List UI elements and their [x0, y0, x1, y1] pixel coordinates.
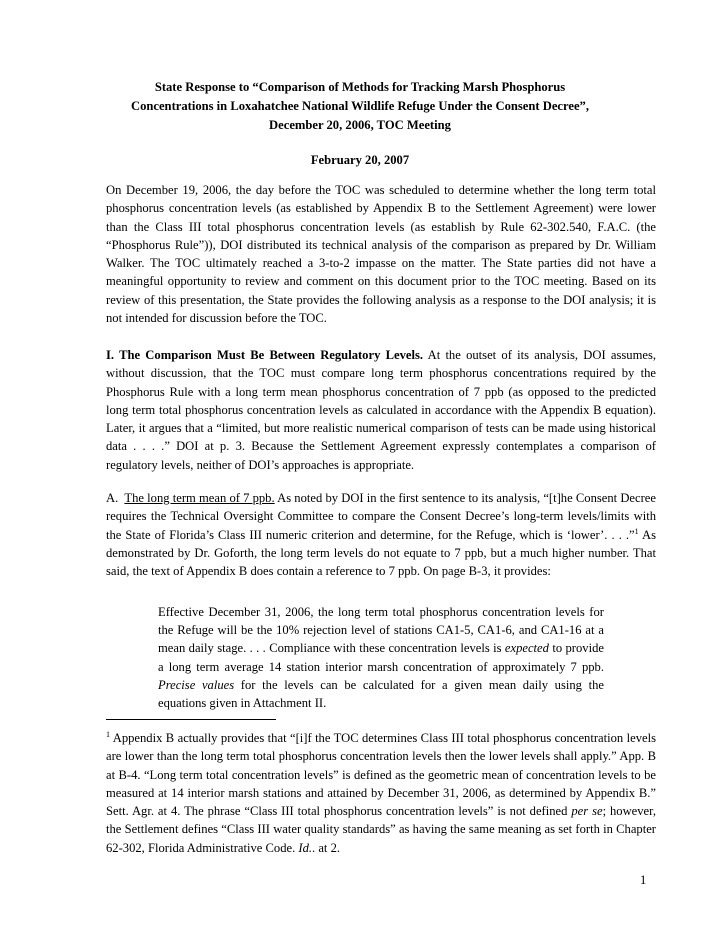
title-line-1: State Response to “Comparison of Methods for Tracking Marsh Phosphorus	[154, 80, 566, 94]
document-title	[90, 78, 630, 135]
section-one-paragraph	[106, 346, 656, 474]
quote-text-3: for the levels can be calculated for a given mean daily using the equations given in Attachment II.	[158, 677, 604, 711]
title-line-2: Concentrations in Loxahatchee National Wildlife Refuge Under the Consent Decree”,	[130, 99, 589, 113]
subsection-a-paragraph	[106, 489, 656, 580]
quote-emphasis-1: expected	[504, 641, 549, 656]
section-one-heading: I. The Comparison Must Be Between Regulatory Levels.	[106, 348, 424, 362]
intro-paragraph: On December 19, 2006, the day before the TOC was scheduled to determine whether the long term total phosphorus concentration levels (as established by Appendix B to the Settlement Agreement) were lower than the Class III total phosphorus concentration levels (as establish by Rule 62-302.540, F.A.C. (the “Phosphorus Rule”)), DOI distributed its technical analysis of the comparison as prepared by Dr. William Walker. The TOC ultimately reached a 3-to-2 impasse on the matter. The State parties did not have a meaningful opportunity to review and comment on this document prior to the TOC meeting. Based on its review of this presentation, the State provides the following analysis as a response to the DOI analysis; it is not intended for discussion before the TOC.	[106, 183, 656, 326]
title-line-3: December 20, 2006, TOC Meeting	[269, 118, 451, 132]
quote-text-2: to provide a long term average 14 station interior marsh concentration of approximately 7 ppb.	[158, 641, 604, 674]
footnote-reference[interactable]: 1	[634, 526, 639, 536]
subsection-a-body-1: As noted by DOI in the first sentence to its analysis, “[t]he Consent Decree requires the Technical Oversight Committee to compare the Consent Decree’s long-term levels/limits with the State of Florida’s Class III numeric criterion and determine, for the Refuge, which is ‘lower’. . . .”	[106, 491, 656, 542]
quote-emphasis-2: Precise values	[158, 677, 235, 692]
footnote-id-citation: Id.	[298, 840, 313, 855]
page-number: 1	[640, 873, 647, 887]
block-quote	[158, 603, 604, 712]
footnote-emphasis: per se	[571, 804, 603, 819]
footnote	[106, 729, 656, 857]
footnote-text-2: ; however, the Settlement defines “Class III water quality standards” as having the same meaning as set forth in Chapter 62-302, Florida Administrative Code.	[106, 804, 656, 855]
subsection-a-label: A.	[106, 491, 119, 505]
subsection-a-body-2: As demonstrated by Dr. Goforth, the long term levels do not equate to 7 ppb, but a much higher number. That said, the text of Appendix B does contain a reference to 7 ppb. On page B-3, it provides:	[106, 527, 656, 579]
footnote-text-3: . at 2.	[312, 840, 341, 855]
footnote-text-1: Appendix B actually provides that “[i]f the TOC determines Class III total phosphorus concentration levels are lower than the long term total phosphorus concentration levels then the lower levels shall apply.” App. B at B-4. “Long term total concentration levels” is defined as the geometric mean of concentration levels to be measured at 14 interior marsh stations and attained by December 31, 2006, as determined by Appendix B.” Sett. Agr. at 4. The phrase “Class III total phosphorus concentration levels” is not defined	[106, 731, 656, 819]
footnote-number: 1	[106, 729, 110, 739]
section-one-body: At the outset of its analysis, DOI assumes, without discussion, that the TOC must compare long term phosphorus concentrations required by the Phosphorus Rule with a long term mean phosphorus concentration of 7 ppb (as opposed to the predicted long term total phosphorus concentration levels as calculated in accordance with the Appendix B equation). Later, it argues that a “limited, but more realistic numerical comparison of tests can be made using historical data . . . .” DOI at p. 3. Because the Settlement Agreement expressly contemplates a comparison of regulatory levels, neither of DOI’s approaches is appropriate.	[106, 348, 657, 472]
footnote-divider	[106, 719, 276, 720]
document-date: February 20, 2007	[310, 153, 410, 167]
quote-text-1: Effective December 31, 2006, the long term total phosphorus concentration levels for the Refuge will be the 10% rejection level of stations CA1-5, CA1-6, and CA1-16 at a mean daily stage. . . . Compliance with these concentration levels is	[158, 605, 604, 656]
subsection-a-heading: The long term mean of 7 ppb.	[124, 491, 275, 505]
